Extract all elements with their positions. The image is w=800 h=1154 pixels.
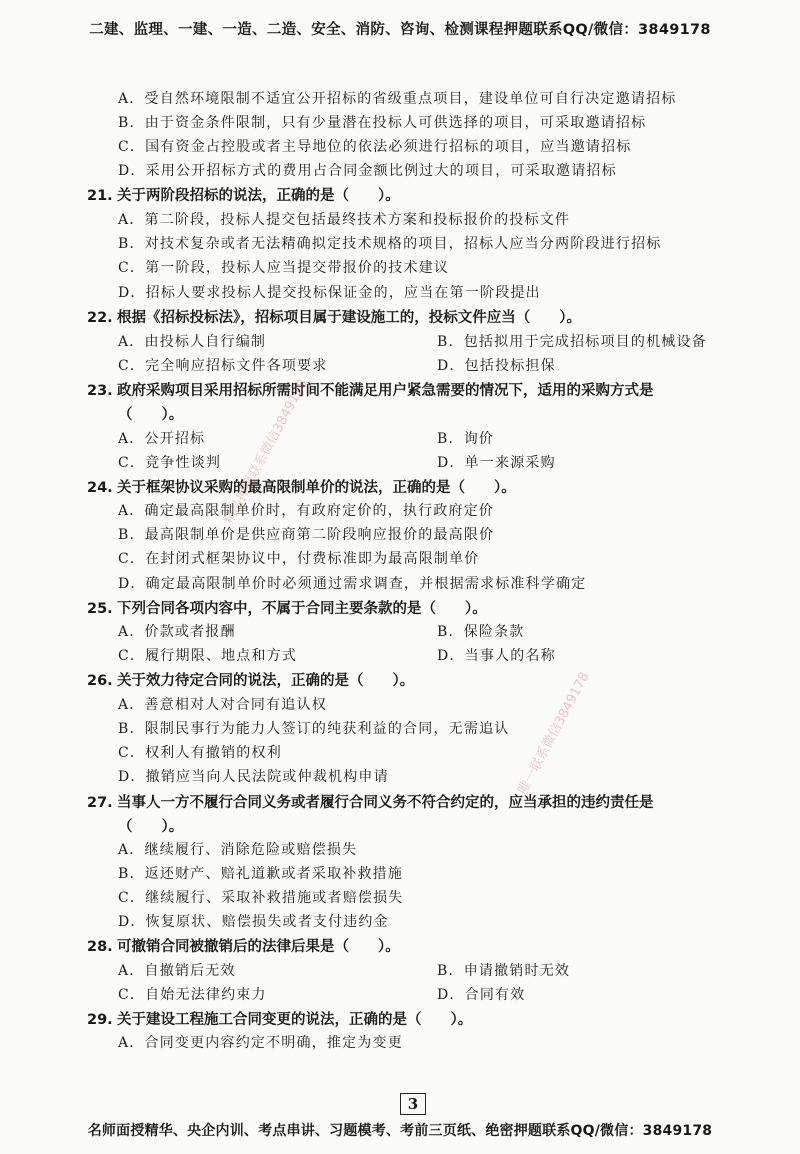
question-number: 28. <box>87 939 113 955</box>
prev-option-a: A．受自然环境限制不适宜公开招标的省级重点项目，建设单位可自行决定邀请招标 <box>118 91 677 107</box>
question-number: 27. <box>87 795 113 811</box>
q23-option-c: C．竞争性谈判 <box>118 455 222 471</box>
q28-option-d: D．合同有效 <box>437 987 526 1003</box>
q23-stem-continuation: （ ）。 <box>118 407 184 423</box>
question-stem: 政府采购项目采用招标所需时间不能满足用户紧急需要的情况下，适用的采购方式是 <box>117 383 654 399</box>
q27-option-c: C．继续履行、采取补救措施或者赔偿损失 <box>118 890 404 906</box>
question-number: 29. <box>87 1012 113 1028</box>
q25-option-a: A．价款或者报酬 <box>118 624 236 640</box>
question-stem: 根据《招标投标法》，招标项目属于建设施工的，投标文件应当（ ）。 <box>117 310 581 326</box>
q23-option-d: D．单一来源采购 <box>437 455 556 471</box>
q21-option-a: A．第二阶段，投标人提交包括最终技术方案和投标报价的投标文件 <box>118 212 571 228</box>
q25-option-c: C．履行期限、地点和方式 <box>118 648 298 664</box>
question-21 <box>87 184 400 205</box>
q24-option-a: A．确定最高限制单价时，有政府定价的，执行政府定价 <box>118 503 495 519</box>
q22-option-c: C．完全响应招标文件各项要求 <box>118 358 328 374</box>
q26-option-c: C．权利人有撤销的权利 <box>118 745 282 761</box>
q27-option-b: B．返还财产、赔礼道歉或者采取补救措施 <box>118 866 404 882</box>
question-stem: 关于建设工程施工合同变更的说法，正确的是（ ）。 <box>117 1012 473 1028</box>
q23-option-a: A．公开招标 <box>118 431 206 447</box>
prev-option-b: B．由于资金条件限制，只有少量潜在投标人可供选择的项目，可采取邀请招标 <box>118 115 647 131</box>
question-stem: 关于效力待定合同的说法，正确的是（ ）。 <box>117 673 415 689</box>
question-number: 21. <box>87 188 113 204</box>
question-23 <box>87 379 654 400</box>
q26-option-d: D．撤销应当向人民法院或仲裁机构申请 <box>118 769 389 785</box>
q22-option-d: D．包括投标担保 <box>437 358 556 374</box>
page-number: 3 <box>400 1093 426 1115</box>
q27-stem-continuation: （ ）。 <box>118 819 184 835</box>
q26-option-b: B．限制民事行为能力人签订的纯获利益的合同，无需追认 <box>118 721 510 737</box>
q23-option-b: B．询价 <box>437 431 495 447</box>
question-29 <box>87 1008 472 1029</box>
q29-option-a: A．合同变更内容约定不明确，推定为变更 <box>118 1035 403 1051</box>
question-24 <box>87 476 516 497</box>
question-number: 24. <box>87 480 113 496</box>
watermark-text: 唯一联系微信3849178 <box>515 669 593 797</box>
q27-option-a: A．继续履行、消除危险或赔偿损失 <box>118 842 358 858</box>
page-header: 二建、监理、一建、一造、二造、安全、消防、咨询、检测课程押题联系QQ/微信：3849178 <box>89 22 711 38</box>
question-28 <box>87 935 400 956</box>
question-25 <box>87 597 487 618</box>
watermark-text: 精品押题联系微信3849178 <box>221 376 311 527</box>
q27-option-d: D．恢复原状、赔偿损失或者支付违约金 <box>118 914 389 930</box>
q28-option-c: C．自始无法律约束力 <box>118 987 267 1003</box>
question-stem: 关于框架协议采购的最高限制单价的说法，正确的是（ ）。 <box>117 480 516 496</box>
question-number: 25. <box>87 601 113 617</box>
q28-option-a: A．自撤销后无效 <box>118 963 236 979</box>
q21-option-c: C．第一阶段，投标人应当提交带报价的技术建议 <box>118 260 450 276</box>
question-stem: 当事人一方不履行合同义务或者履行合同义务不符合约定的，应当承担的违约责任是 <box>117 795 654 811</box>
question-22 <box>87 306 581 327</box>
question-number: 23. <box>87 383 113 399</box>
page-footer: 名师面授精华、央企内训、考点串讲、习题模考、考前三页纸、绝密押题联系QQ/微信：3849178 <box>87 1123 713 1139</box>
q24-option-c: C．在封闭式框架协议中，付费标准即为最高限制单价 <box>118 551 480 567</box>
q25-option-d: D．当事人的名称 <box>437 648 556 664</box>
q26-option-a: A．善意相对人对合同有追认权 <box>118 697 327 713</box>
q28-option-b: B．申请撤销时无效 <box>437 963 571 979</box>
q22-option-b: B．包括拟用于完成招标项目的机械设备 <box>437 334 707 350</box>
q21-option-b: B．对技术复杂或者无法精确拟定技术规格的项目，招标人应当分两阶段进行招标 <box>118 236 662 252</box>
q24-option-b: B．最高限制单价是供应商第二阶段响应报价的最高限价 <box>118 527 495 543</box>
question-27 <box>87 791 654 812</box>
prev-option-c: C．国有资金占控股或者主导地位的依法必须进行招标的项目，应当邀请招标 <box>118 139 632 155</box>
question-number: 22. <box>87 310 113 326</box>
q24-option-d: D．确定最高限制单价时必须通过需求调查，并根据需求标准科学确定 <box>118 576 587 592</box>
q22-option-a: A．由投标人自行编制 <box>118 334 267 350</box>
question-26 <box>87 669 414 690</box>
q21-option-d: D．招标人要求投标人提交投标保证金的，应当在第一阶段提出 <box>118 285 541 301</box>
question-stem: 下列合同各项内容中，不属于合同主要条款的是（ ）。 <box>117 601 487 617</box>
question-stem: 可撤销合同被撤销后的法律后果是（ ）。 <box>117 939 400 955</box>
q25-option-b: B．保险条款 <box>437 624 525 640</box>
question-number: 26. <box>87 673 113 689</box>
prev-option-d: D．采用公开招标方式的费用占合同金额比例过大的项目，可采取邀请招标 <box>118 163 617 179</box>
question-stem: 关于两阶段招标的说法，正确的是（ ）。 <box>117 188 400 204</box>
